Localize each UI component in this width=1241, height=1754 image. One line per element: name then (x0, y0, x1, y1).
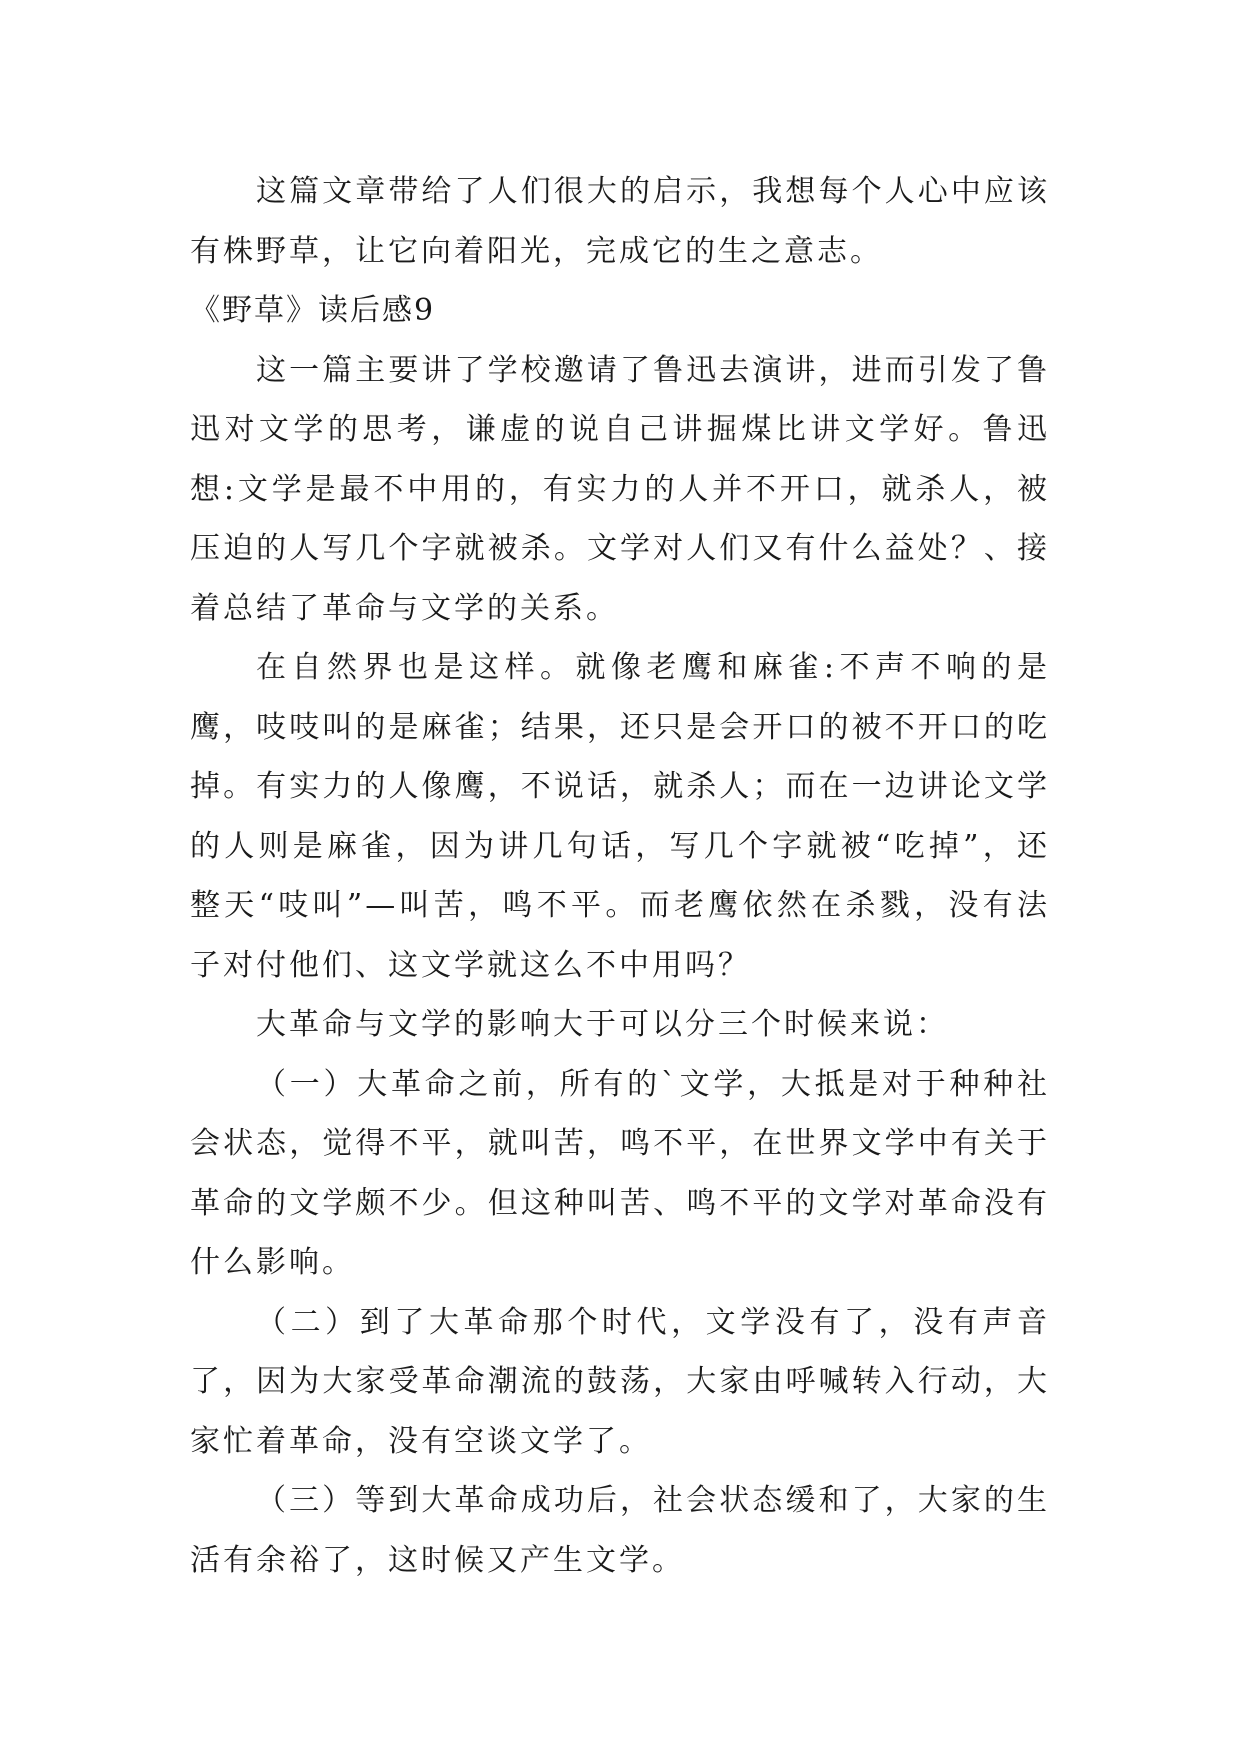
paragraph-revelation: 这篇文章带给了人们很大的启示，我想每个人心中应该有株野草，让它向着阳光，完成它的生之意志。 (190, 174, 1050, 269)
paragraph-period-three: （三）等到大革命成功后，社会状态缓和了，大家的生活有余裕了，这时候又产生文学。 (190, 1483, 1050, 1578)
paragraph-three-periods-intro: 大革命与文学的影响大于可以分三个时候来说： (256, 1007, 949, 1042)
paragraph-eagle-sparrow: 在自然界也是这样。就像老鹰和麻雀:不声不响的是鹰，吱吱叫的是麻雀；结果，还只是会开口的被不开口的吃掉。有实力的人像鹰，不说话，就杀人；而在一边讲论文学的人则是麻雀，因为讲几句话，写几个字就被“吃掉”，还整天“吱叫”—叫苦，鸣不平。而老鹰依然在杀戮，没有法子对付他们、这文学就这么不中用吗？ (190, 650, 1050, 983)
paragraph-lecture: 这一篇主要讲了学校邀请了鲁迅去演讲，进而引发了鲁迅对文学的思考，谦虚的说自己讲掘煤比讲文学好。鲁迅想:文学是最不中用的，有实力的人并不开口，就杀人，被压迫的人写几个字就被杀。文学对人们又有什么益处？、接着总结了革命与文学的关系。 (190, 352, 1050, 626)
paragraph-period-one: （一）大革命之前，所有的`文学，大抵是对于种种社会状态，觉得不平，就叫苦，鸣不平，在世界文学中有关于革命的文学颇不少。但这种叫苦、鸣不平的文学对革命没有什么影响。 (190, 1066, 1050, 1280)
paragraph-period-two: （二）到了大革命那个时代，文学没有了，没有声音了，因为大家受革命潮流的鼓荡，大家由呼喊转入行动，大家忙着革命，没有空谈文学了。 (190, 1304, 1050, 1459)
section-heading: 《野草》读后感9 (190, 293, 436, 328)
document-body (190, 162, 1050, 1590)
